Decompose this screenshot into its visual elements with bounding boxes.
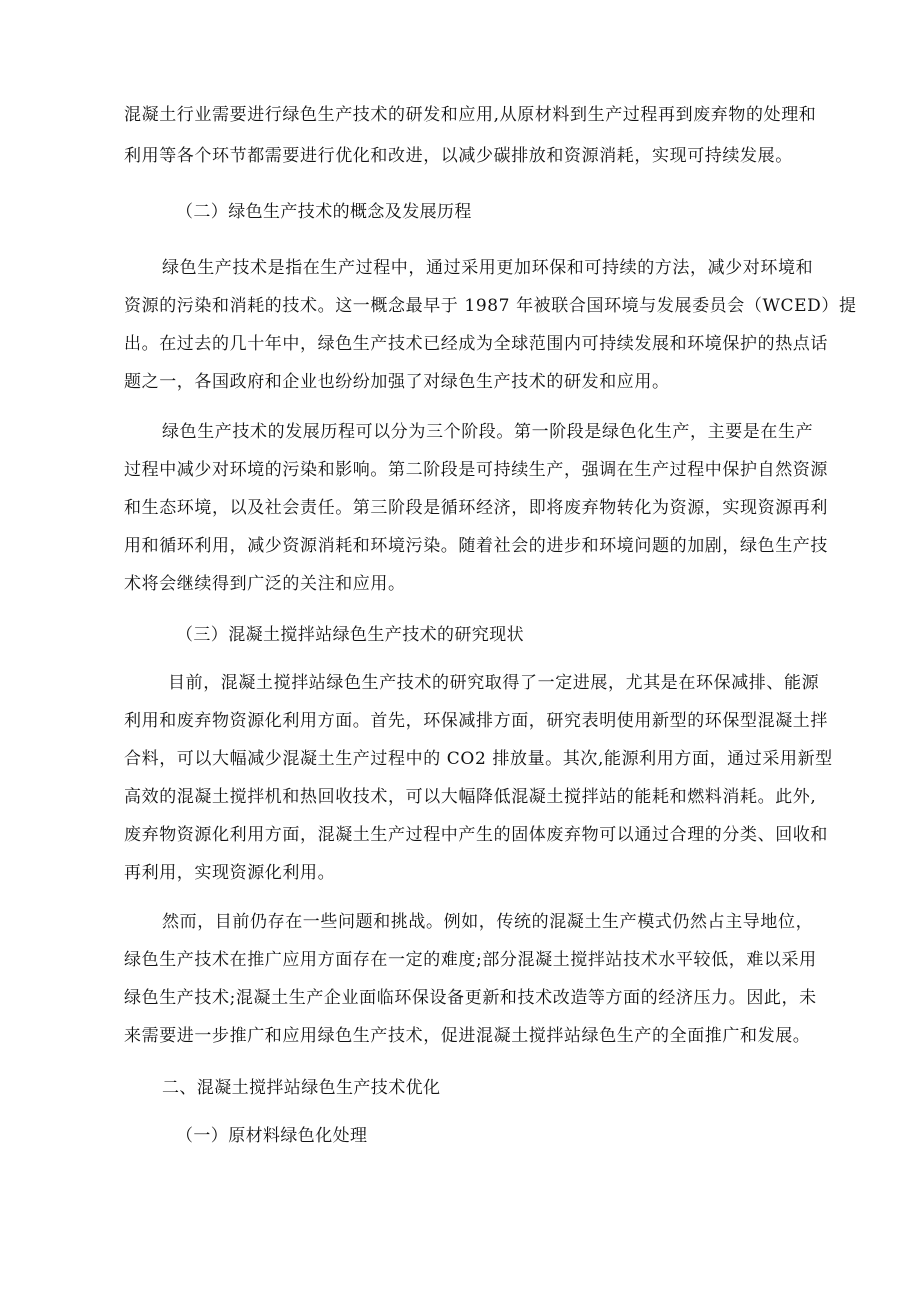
concept-line-1: 绿色生产技术是指在生产过程中，通过采用更加环保和可持续的方法，减少对环境和 — [162, 258, 814, 278]
status-line-1: 目前，混凝土搅拌站绿色生产技术的研究取得了一定进展，尤其是在环保减排、能源 — [168, 673, 820, 693]
intro-line-1: 混凝土行业需要进行绿色生产技术的研发和应用,从原材料到生产过程再到废弃物的处理和 — [124, 105, 817, 125]
challenges-line-4: 来需要进一步推广和应用绿色生产技术，促进混凝土搅拌站绿色生产的全面推广和发展。 — [124, 1026, 811, 1046]
section-heading-concept: （二）绿色生产技术的概念及发展历程 — [176, 202, 472, 222]
intro-line-2: 利用等各个环节都需要进行优化和改进，以减少碳排放和资源消耗，实现可持续发展。 — [124, 146, 793, 166]
status-line-2: 利用和废弃物资源化利用方面。首先，环保减排方面，研究表明使用新型的环保型混凝土拌 — [124, 711, 828, 731]
challenges-line-3: 绿色生产技术;混凝土生产企业面临环保设备更新和技术改造等方面的经济压力。因此，未 — [124, 988, 817, 1008]
history-line-4: 用和循环利用，减少资源消耗和环境污染。随着社会的进步和环境问题的加剧，绿色生产技 — [124, 536, 828, 556]
concept-line-4: 题之一，各国政府和企业也纷纷加强了对绿色生产技术的研发和应用。 — [124, 372, 670, 392]
concept-line-2: 资源的污染和消耗的技术。这一概念最早于 1987 年被联合国环境与发展委员会（WCED）提 — [124, 296, 857, 316]
status-line-6: 再利用，实现资源化利用。 — [124, 863, 336, 883]
history-line-3: 和生态环境，以及社会责任。第三阶段是循环经济，即将废弃物转化为资源，实现资源再利 — [124, 498, 828, 518]
status-line-5: 废弃物资源化利用方面，混凝土生产过程中产生的固体废弃物可以通过合理的分类、回收和 — [124, 825, 828, 845]
subsection-heading-raw-materials: （一）原材料绿色化处理 — [176, 1126, 368, 1146]
concept-line-3: 出。在过去的几十年中，绿色生产技术已经成为全球范围内可持续发展和环境保护的热点话 — [124, 334, 828, 354]
history-line-5: 术将会继续得到广泛的关注和应用。 — [124, 574, 406, 594]
history-line-2: 过程中减少对环境的污染和影响。第二阶段是可持续生产，强调在生产过程中保护自然资源 — [124, 460, 828, 480]
section-heading-status: （三）混凝土搅拌站绿色生产技术的研究现状 — [176, 625, 524, 645]
challenges-line-2: 绿色生产技术在推广应用方面存在一定的难度;部分混凝土搅拌站技术水平较低，难以采用 — [124, 950, 817, 970]
history-line-1: 绿色生产技术的发展历程可以分为三个阶段。第一阶段是绿色化生产，主要是在生产 — [162, 422, 814, 442]
status-line-4: 高效的混凝土搅拌机和热回收技术，可以大幅降低混凝土搅拌站的能耗和燃料消耗。此外, — [124, 787, 817, 807]
challenges-line-1: 然而，目前仍存在一些问题和挑战。例如，传统的混凝土生产模式仍然占主导地位， — [162, 912, 814, 932]
chapter-heading-optimization: 二、混凝土搅拌站绿色生产技术优化 — [162, 1078, 441, 1098]
status-line-3: 合料，可以大幅减少混凝土生产过程中的 CO2 排放量。其次,能源利用方面，通过采用新型 — [124, 749, 833, 769]
